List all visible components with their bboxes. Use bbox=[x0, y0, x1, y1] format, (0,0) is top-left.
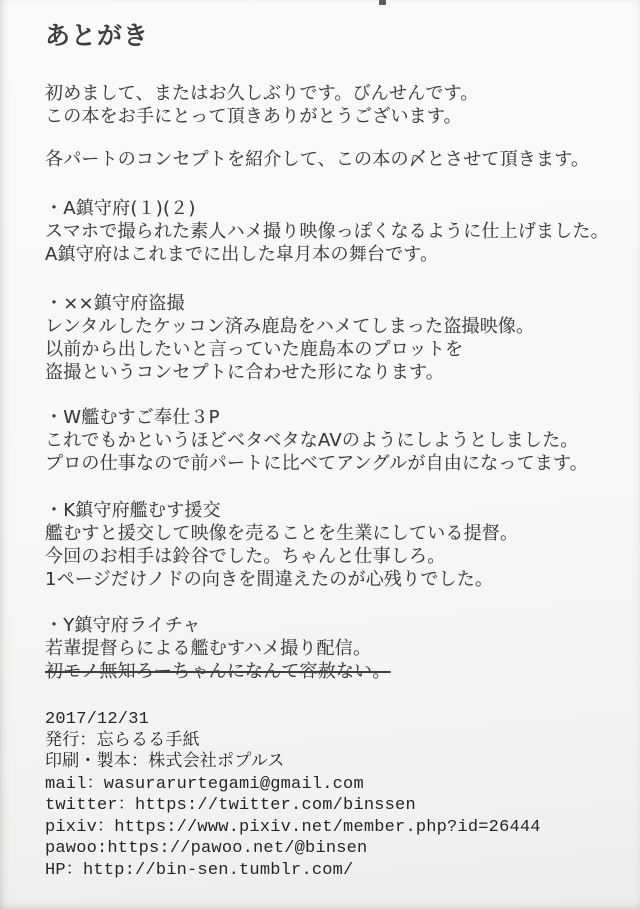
colophon-hp-url: HP：http://bin-sen.tumblr.com/ bbox=[45, 860, 354, 880]
section-heading: ・××鎮守府盗撮 bbox=[45, 293, 185, 314]
intro-paragraph bbox=[45, 82, 616, 128]
colophon-pixiv-url: pixiv：https://www.pixiv.net/member.php?id=26444 bbox=[45, 817, 541, 837]
section-line: 以前から出したいと言っていた鹿島本のプロットを bbox=[45, 339, 464, 360]
section-a-naval-base bbox=[45, 197, 616, 266]
colophon-twitter-url: twitter：https://twitter.com/binssen bbox=[45, 796, 416, 815]
struck-line: 初モノ無知ろーちゃんになんて容赦ない。 bbox=[45, 661, 391, 682]
intro-line: この本をお手にとって頂きありがとうございます。 bbox=[45, 106, 462, 127]
intro-line: 初めまして、またはお久しぶりです。びんせんです。 bbox=[45, 83, 479, 104]
colophon-publisher: 発行：忘らるる手紙 bbox=[45, 731, 200, 751]
colophon-date: 2017/12/31 bbox=[45, 710, 150, 729]
section-heading: ・Y鎮守府ライチャ bbox=[45, 615, 201, 636]
section-line: 1ページだけノドの向きを間違えたのが心残りでした。 bbox=[45, 569, 494, 590]
section-k-naval-base-enkou bbox=[45, 499, 616, 591]
section-heading: ・A鎮守府(１)(２) bbox=[45, 198, 196, 219]
scan-artifact bbox=[379, 0, 386, 5]
section-line: プロの仕事なので前パートに比べてアングルが自由になってます。 bbox=[45, 453, 588, 474]
section-line: 若輩提督らによる艦むすハメ撮り配信。 bbox=[45, 638, 372, 659]
section-line: 盗撮というコンセプトに合わせた形になります。 bbox=[45, 362, 444, 383]
section-line: 今回のお相手は鈴谷でした。ちゃんと仕事しろ。 bbox=[45, 546, 446, 567]
colophon-pawoo-url: pawoo:https://pawoo.net/@binsen bbox=[45, 839, 368, 858]
section-y-naval-base-livechat bbox=[45, 614, 616, 683]
section-line: A鎮守府はこれまでに出した皐月本の舞台です。 bbox=[45, 244, 439, 265]
section-line: レンタルしたケッコン済み鹿島をハメてしまった盗撮映像。 bbox=[45, 316, 535, 337]
section-line: 艦むすと援交して映像を売ることを生業にしている提督。 bbox=[45, 523, 519, 544]
section-xx-naval-base-voyeur bbox=[45, 292, 616, 384]
colophon-mail: mail：wasurarurtegami@gmail.com bbox=[45, 774, 364, 794]
page-title: あとがき bbox=[45, 21, 150, 50]
colophon bbox=[45, 709, 616, 881]
colophon-printer: 印刷・製本：株式会社ポプルス bbox=[45, 753, 285, 772]
section-heading: ・W艦むすご奉仕３P bbox=[45, 407, 220, 428]
section-w-service-3p bbox=[45, 406, 616, 475]
concept-lead-line: 各パートのコンセプトを紹介して、この本の〆とさせて頂きます。 bbox=[45, 149, 590, 170]
section-line: これでもかというほどベタベタなAVのようにしようとしました。 bbox=[45, 430, 579, 451]
section-heading: ・K鎮守府艦むす援交 bbox=[45, 500, 221, 521]
section-line: スマホで撮られた素人ハメ撮り映像っぽくなるように仕上げました。 bbox=[45, 221, 609, 242]
